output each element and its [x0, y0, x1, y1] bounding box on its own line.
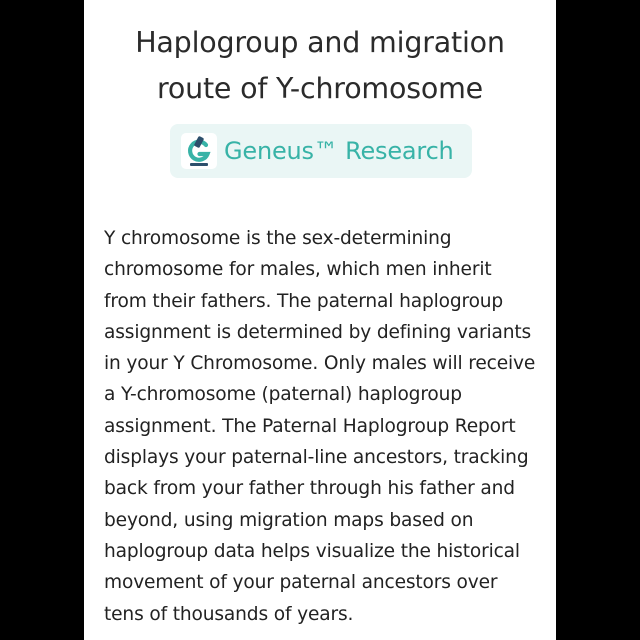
- text-line: tens of thousands of years.: [104, 603, 354, 625]
- title-line-1: Haplogroup and migration: [135, 26, 505, 59]
- brand-badge: [170, 124, 472, 178]
- text-line: back from your father through his father and: [104, 478, 515, 500]
- microscope-g-logo-icon: [181, 133, 217, 169]
- text-line: haplogroup data helps visualize the historical: [104, 540, 520, 562]
- brand-name: Geneus™ Research: [224, 137, 454, 165]
- text-line: chromosome for males, which men inherit: [104, 259, 492, 281]
- text-line: in your Y Chromosome. Only males will receive: [104, 353, 536, 375]
- text-line: assignment is determined by defining variants: [104, 321, 532, 343]
- text-line: assignment. The Paternal Haplogroup Report: [104, 415, 516, 437]
- page-title: [84, 20, 556, 112]
- document-page: [84, 0, 556, 640]
- text-line: from their fathers. The paternal haplogroup: [104, 290, 504, 312]
- text-line: movement of your paternal ancestors over: [104, 572, 498, 594]
- text-line: beyond, using migration maps based on: [104, 509, 474, 531]
- description-paragraph: [104, 223, 544, 630]
- text-line: a Y-chromosome (paternal) haplogroup: [104, 384, 462, 406]
- title-line-2: route of Y-chromosome: [156, 72, 484, 105]
- text-line: displays your paternal-line ancestors, tracking: [104, 447, 529, 469]
- text-line: Y chromosome is the sex-determining: [104, 228, 452, 249]
